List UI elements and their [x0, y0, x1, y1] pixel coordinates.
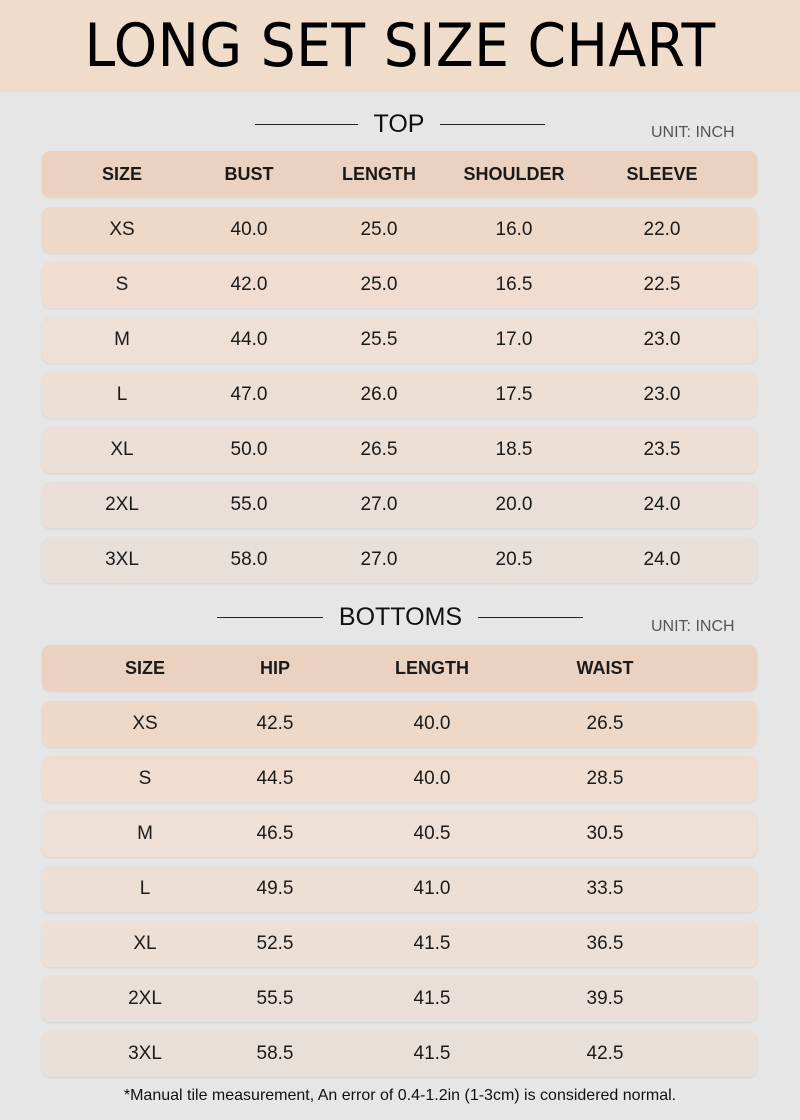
table-cell: 2XL	[128, 988, 162, 1009]
title-banner	[0, 0, 800, 92]
table-cell: 23.5	[643, 439, 681, 460]
bottoms-heading-text: BOTTOMS	[338, 602, 463, 631]
table-cell: 42.0	[230, 274, 268, 295]
table-cell: XS	[132, 713, 158, 734]
bottoms-unit-label: UNIT: INCH	[651, 618, 735, 635]
table-cell: 3XL	[105, 549, 139, 570]
table-cell: XL	[133, 933, 157, 954]
table-cell: 41.5	[413, 1043, 451, 1064]
table-cell: 52.5	[256, 933, 294, 954]
table-row	[42, 317, 757, 363]
column-header: LENGTH	[342, 164, 416, 184]
table-cell: 41.5	[413, 988, 451, 1009]
top-heading-text: TOP	[373, 109, 425, 138]
page-title: LONG SET SIZE CHART	[84, 11, 716, 81]
table-cell: 44.0	[230, 329, 268, 350]
column-header: HIP	[259, 658, 291, 678]
table-cell: 49.5	[256, 878, 294, 899]
table-cell: 18.5	[495, 439, 533, 460]
heading-rule-left	[255, 124, 358, 125]
table-cell: 17.0	[495, 329, 533, 350]
table-row	[42, 701, 757, 747]
table-cell: 30.5	[586, 823, 624, 844]
table-cell: 25.0	[360, 219, 398, 240]
table-cell: 22.5	[643, 274, 681, 295]
table-cell: 26.0	[360, 384, 398, 405]
table-cell: 26.5	[586, 713, 624, 734]
table-cell: 55.0	[230, 494, 268, 515]
column-header: BUST	[224, 164, 274, 184]
table-cell: 50.0	[230, 439, 268, 460]
table-cell: 40.0	[413, 713, 451, 734]
column-header: SHOULDER	[463, 164, 565, 184]
top-unit-label: UNIT: INCH	[651, 124, 735, 141]
table-cell: 47.0	[230, 384, 268, 405]
table-row	[42, 207, 757, 253]
table-cell: 28.5	[586, 768, 624, 789]
table-cell: 2XL	[105, 494, 139, 515]
table-row	[42, 756, 757, 802]
table-cell: 3XL	[128, 1043, 162, 1064]
table-row	[42, 537, 757, 583]
column-header: SLEEVE	[626, 164, 698, 184]
table-cell: M	[137, 823, 153, 844]
table-cell: 16.5	[495, 274, 533, 295]
table-cell: L	[139, 878, 151, 899]
table-header-row	[42, 645, 757, 691]
table-cell: S	[115, 274, 129, 295]
table-cell: 22.0	[643, 219, 681, 240]
table-cell: 27.0	[360, 494, 398, 515]
table-cell: 58.5	[256, 1043, 294, 1064]
table-cell: 23.0	[643, 384, 681, 405]
measurement-footnote: *Manual tile measurement, An error of 0.4-1.2in (1-3cm) is considered normal.	[123, 1087, 677, 1104]
table-cell: 39.5	[586, 988, 624, 1009]
column-header: WAIST	[576, 658, 634, 678]
table-cell: 40.0	[230, 219, 268, 240]
table-cell: 42.5	[256, 713, 294, 734]
table-cell: 16.0	[495, 219, 533, 240]
table-cell: XL	[110, 439, 134, 460]
table-cell: 41.5	[413, 933, 451, 954]
table-cell: 24.0	[643, 549, 681, 570]
table-row	[42, 427, 757, 473]
table-cell: 46.5	[256, 823, 294, 844]
table-cell: 27.0	[360, 549, 398, 570]
table-cell: 40.5	[413, 823, 451, 844]
table-cell: 23.0	[643, 329, 681, 350]
table-cell: 40.0	[413, 768, 451, 789]
table-cell: 24.0	[643, 494, 681, 515]
heading-rule-right	[440, 124, 545, 125]
table-cell: 33.5	[586, 878, 624, 899]
table-cell: 25.5	[360, 329, 398, 350]
table-cell: S	[138, 768, 152, 789]
table-cell: 36.5	[586, 933, 624, 954]
table-cell: 58.0	[230, 549, 268, 570]
table-cell: 41.0	[413, 878, 451, 899]
heading-rule-right	[478, 617, 583, 618]
column-header: SIZE	[124, 658, 166, 678]
table-row	[42, 1031, 757, 1077]
table-cell: XS	[109, 219, 135, 240]
table-cell: L	[116, 384, 128, 405]
table-row	[42, 866, 757, 912]
table-row	[42, 262, 757, 308]
table-header-row	[42, 151, 757, 197]
table-row	[42, 921, 757, 967]
table-cell: 20.5	[495, 549, 533, 570]
table-cell: 42.5	[586, 1043, 624, 1064]
table-cell: 20.0	[495, 494, 533, 515]
table-cell: 44.5	[256, 768, 294, 789]
table-cell: 55.5	[256, 988, 294, 1009]
table-row	[42, 976, 757, 1022]
column-header: SIZE	[101, 164, 143, 184]
column-header: LENGTH	[395, 658, 469, 678]
table-cell: 26.5	[360, 439, 398, 460]
table-cell: 17.5	[495, 384, 533, 405]
table-cell: 25.0	[360, 274, 398, 295]
table-row	[42, 482, 757, 528]
heading-rule-left	[217, 617, 323, 618]
table-row	[42, 811, 757, 857]
table-cell: M	[114, 329, 130, 350]
table-row	[42, 372, 757, 418]
